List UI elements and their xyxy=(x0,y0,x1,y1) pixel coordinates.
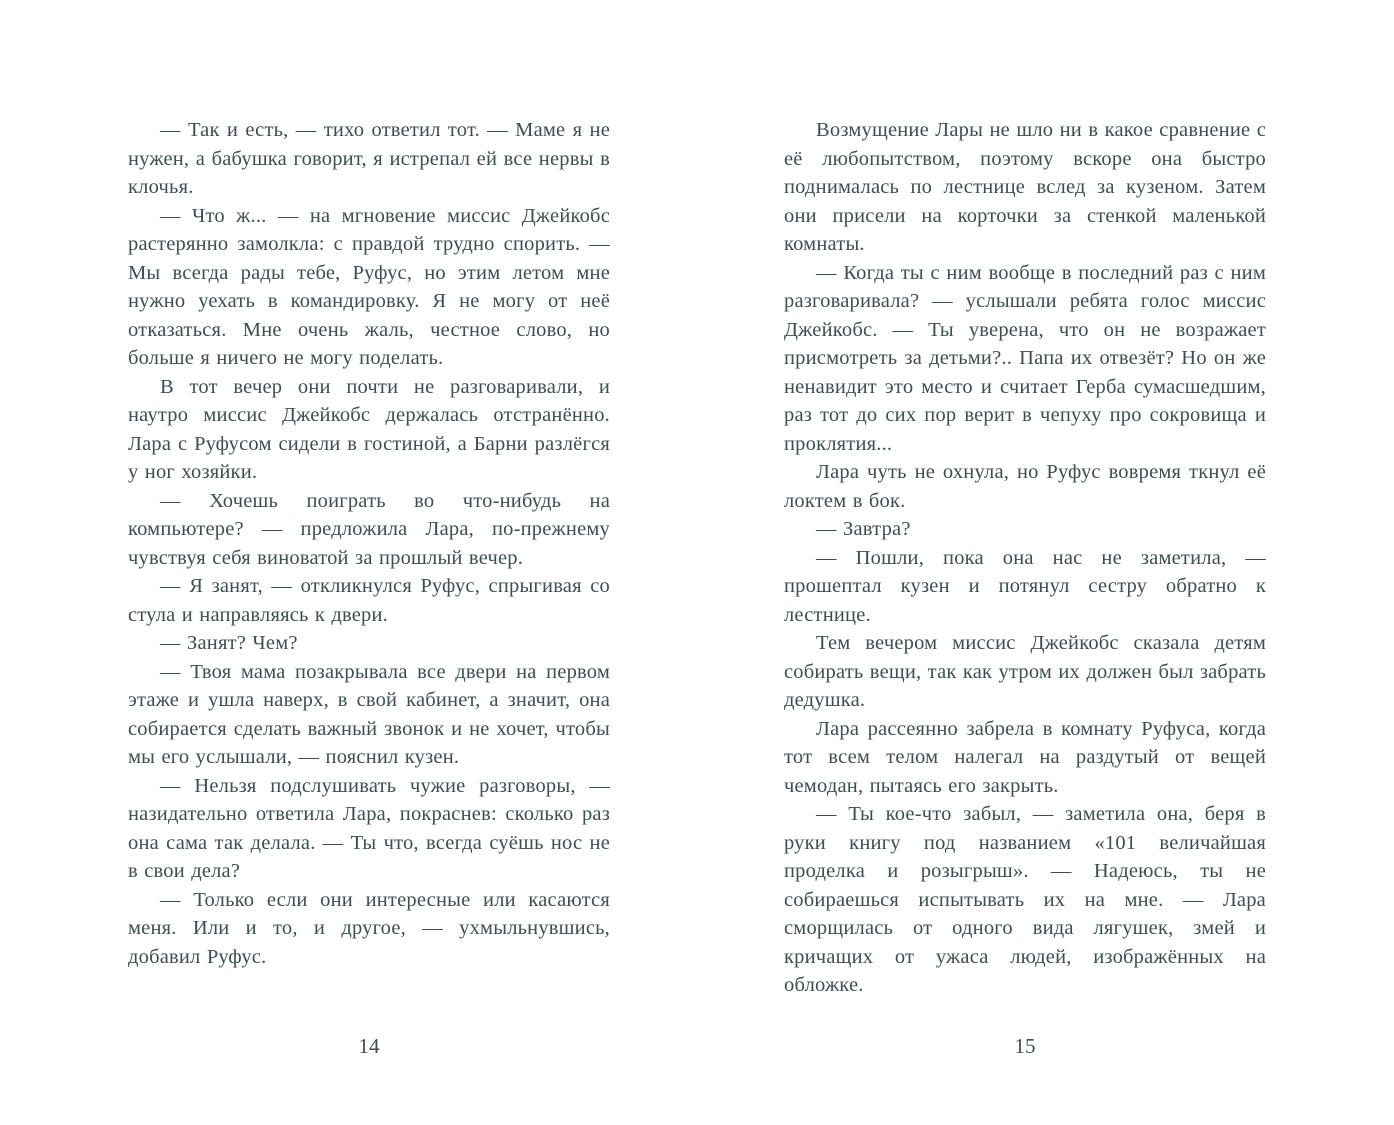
paragraph: — Что ж... — на мгновение миссис Джейкобс растерянно замолкла: с правдой трудно спорить. — Мы всегда рады тебе, Руфус, но этим летом мне нужно уехать в командировку. Я не могу от неё отказаться. Мне очень жаль, честное слово, но больше я ничего не могу поделать. xyxy=(128,204,610,369)
page-left xyxy=(128,116,610,1125)
paragraph: — Я занят, — откликнулся Руфус, спрыгивая со стула и направляясь к двери. xyxy=(128,575,610,626)
paragraph: — Ты кое-что забыл, — заметила она, беря в руки книгу под названием «101 величайшая проделка и розыгрыш». — Надеюсь, ты не собираешься испытывать их на мне. — Лара сморщилась от одного вида лягушек, змей и кричащих от ужаса людей, изображённых на обложке. xyxy=(784,803,1266,996)
paragraph: В тот вечер они почти не разговаривали, и наутро миссис Джейкобс держалась отстранённо. Лара с Руфусом сидели в гостиной, а Барни разлёгся у ног хозяйки. xyxy=(128,375,610,483)
page-right xyxy=(784,116,1266,1125)
paragraph: — Пошли, пока она нас не заметила, — прошептал кузен и потянул сестру обратно к лестнице. xyxy=(784,546,1266,626)
paragraph: Лара чуть не охнула, но Руфус вовремя ткнул её локтем в бок. xyxy=(784,461,1266,512)
paragraph: — Когда ты с ним вообще в последний раз с ним разговаривала? — услышали ребята голос миссис Джейкобс. — Ты уверена, что он не возражает присмотреть за детьми?.. Папа их отвезёт? Но он же ненавидит это место и считает Герба сумасшедшим, раз тот до сих пор верит в чепуху про сокровища и проклятия... xyxy=(784,261,1266,455)
paragraph: — Твоя мама позакрывала все двери на первом этаже и ушла наверх, в свой кабинет, а значит, она собирается сделать важный звонок и не хочет, чтобы мы его услышали, — пояснил кузен. xyxy=(128,660,610,768)
paragraph: Возмущение Лары не шло ни в какое сравнение с её любопытством, поэтому вскоре она быстро поднималась по лестнице вслед за кузеном. Затем они присели на корточки за стенкой маленькой комнаты. xyxy=(784,119,1266,255)
page-number-right: 15 xyxy=(1014,1034,1036,1058)
paragraph: — Так и есть, — тихо ответил тот. — Маме я не нужен, а бабушка говорит, я истрепал ей все нервы в клочья. xyxy=(128,119,610,198)
page-number-left: 14 xyxy=(358,1034,380,1058)
page-right-text xyxy=(784,116,1266,1000)
paragraph: — Только если они интересные или касаются меня. Или и то, и другое, — ухмыльнувшись, добавил Руфус. xyxy=(128,888,610,968)
page-left-text xyxy=(128,116,610,971)
paragraph: Тем вечером миссис Джейкобс сказала детям собирать вещи, так как утром их должен был забрать дедушка. xyxy=(784,632,1266,711)
paragraph: — Хочешь поиграть во что-нибудь на компьютере? — предложила Лара, по-прежнему чувствуя себя виноватой за прошлый вечер. xyxy=(128,489,610,569)
paragraph: — Занят? Чем? xyxy=(160,632,298,654)
paragraph: — Нельзя подслушивать чужие разговоры, — назидательно ответила Лара, покраснев: сколько раз она сама так делала. — Ты что, всегда суёшь нос не в свои дела? xyxy=(128,774,610,882)
paragraph: — Завтра? xyxy=(816,518,911,540)
paragraph: Лара рассеянно забрела в комнату Руфуса, когда тот всем телом налегал на раздутый от вещей чемодан, пытаясь его закрыть. xyxy=(784,717,1266,797)
